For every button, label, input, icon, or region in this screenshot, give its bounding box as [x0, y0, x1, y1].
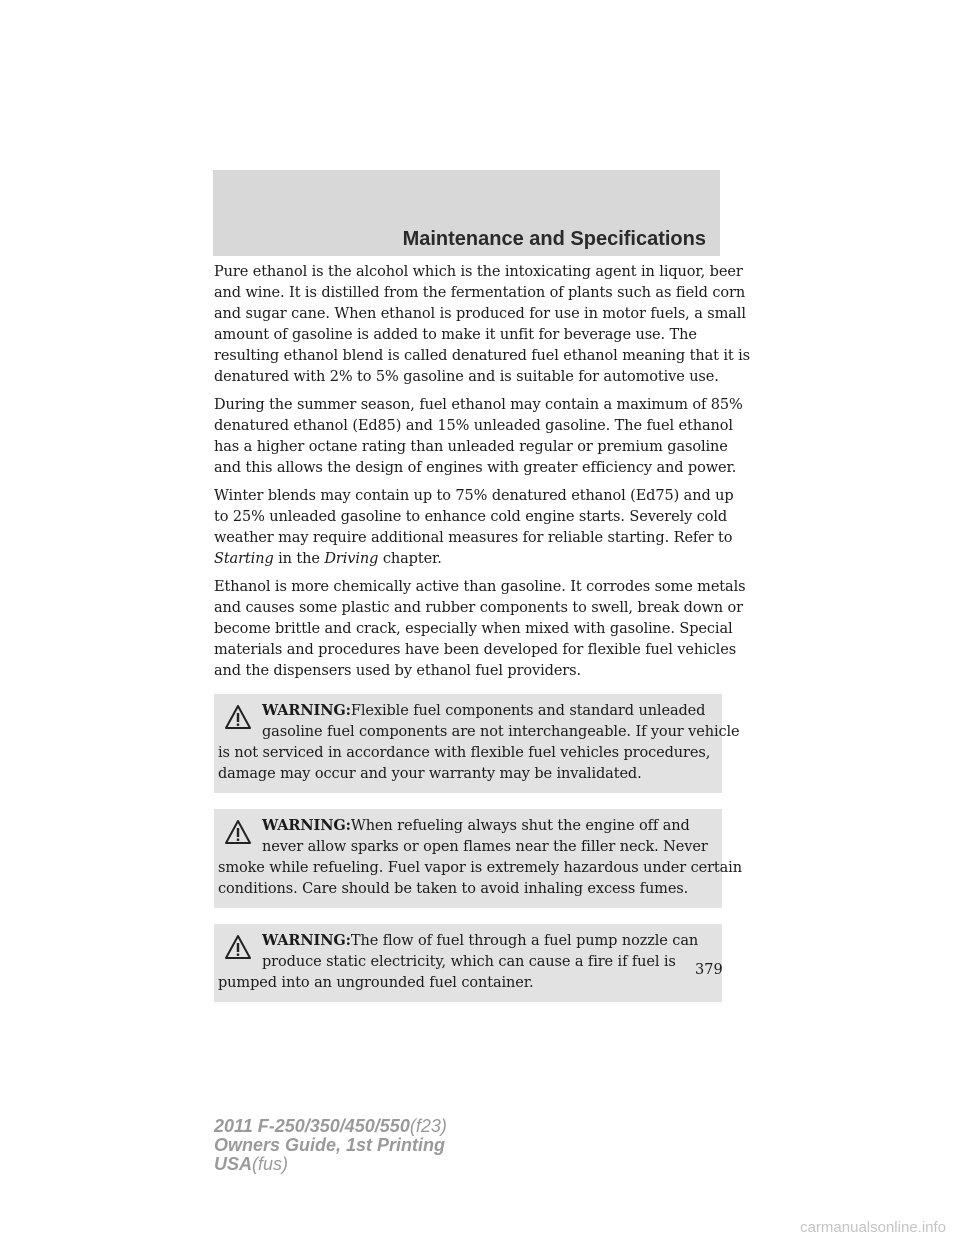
footer-region-line [214, 1155, 447, 1174]
text-line: and wine. It is distilled from the fermentation of plants such as field corn [214, 285, 746, 301]
text-line: materials and procedures have been developed for flexible fuel vehicles [214, 642, 737, 658]
text-line: to 25% unleaded gasoline to enhance cold engine starts. Severely cold [214, 509, 728, 525]
warning-text: produce static electricity, which can cause a fire if fuel is [262, 954, 676, 970]
warning-label: WARNING: [262, 702, 351, 719]
warning-text: damage may occur and your warranty may be invalidated. [218, 766, 642, 782]
section-title: Maintenance and Specifications [402, 228, 706, 250]
page-content [214, 262, 750, 1018]
footer-model-code: (f23) [409, 1116, 447, 1136]
paragraph-pure-ethanol [214, 262, 750, 388]
text-line: and this allows the design of engines with greater efficiency and power. [214, 460, 737, 476]
text-line: and the dispensers used by ethanol fuel providers. [214, 663, 581, 679]
warning-text: gasoline fuel components are not interchangeable. If your vehicle [262, 724, 740, 740]
footer-region-code: (fus) [252, 1154, 289, 1174]
text-line: denatured ethanol (Ed85) and 15% unleaded gasoline. The fuel ethanol [214, 418, 733, 434]
reference-connector: in the [273, 551, 325, 567]
warning-box-static-electricity [214, 924, 722, 1002]
text-line: denatured with 2% to 5% gasoline and is suitable for automotive use. [214, 369, 719, 385]
warning-first-line [218, 815, 716, 837]
warning-triangle-icon [224, 819, 252, 845]
document-footer [214, 1117, 447, 1174]
reference-driving[interactable]: Driving [324, 551, 379, 567]
text-line: weather may require additional measures for reliable starting. Refer to [214, 530, 733, 546]
text-line: become brittle and crack, especially when mixed with gasoline. Special [214, 621, 733, 637]
footer-region: USA [214, 1154, 253, 1174]
paragraph-winter-blends [214, 486, 734, 570]
text-line: amount of gasoline is added to make it unfit for beverage use. The [214, 327, 697, 343]
text-line: Pure ethanol is the alcohol which is the intoxicating agent in liquor, beer [214, 264, 743, 280]
section-header [213, 170, 720, 256]
warning-text: pumped into an ungrounded fuel container. [218, 975, 534, 991]
warning-label: WARNING: [262, 932, 351, 949]
text-line: Winter blends may contain up to 75% denatured ethanol (Ed75) and up [214, 488, 734, 504]
warning-triangle-icon [224, 704, 252, 730]
warning-box-refueling [214, 809, 742, 908]
page-number: 379 [695, 962, 723, 978]
text-line: resulting ethanol blend is called denatured fuel ethanol meaning that it is [214, 348, 750, 364]
warning-text: never allow sparks or open flames near the filler neck. Never [262, 839, 708, 855]
paragraph-summer-season [214, 395, 743, 479]
text-line: and sugar cane. When ethanol is produced for use in motor fuels, a small [214, 306, 746, 322]
paragraph-chemically-active [214, 577, 746, 682]
warning-first-line [218, 930, 716, 952]
text-line: Ethanol is more chemically active than gasoline. It corrodes some metals [214, 579, 746, 595]
text-line-reference [214, 549, 724, 570]
warning-text: The flow of fuel through a fuel pump nozzle can [350, 933, 699, 949]
reference-starting[interactable]: Starting [214, 551, 274, 567]
warning-text: Flexible fuel components and standard unleaded [350, 703, 706, 719]
text-line: and causes some plastic and rubber components to swell, break down or [214, 600, 743, 616]
footer-guide: Owners Guide, 1st Printing [214, 1135, 446, 1155]
warning-text: conditions. Care should be taken to avoid inhaling excess fumes. [218, 881, 689, 897]
footer-model-line [214, 1117, 447, 1136]
warning-first-line [218, 700, 716, 722]
warning-triangle-icon [224, 934, 252, 960]
warning-text: When refueling always shut the engine off and [350, 818, 690, 834]
reference-suffix: chapter. [378, 551, 442, 567]
warning-text: is not serviced in accordance with flexible fuel vehicles procedures, [218, 745, 711, 761]
warning-label: WARNING: [262, 817, 351, 834]
warning-box-fuel-components [214, 694, 740, 793]
warning-text: smoke while refueling. Fuel vapor is extremely hazardous under certain [218, 860, 742, 876]
text-line: During the summer season, fuel ethanol may contain a maximum of 85% [214, 397, 743, 413]
watermark: carmanualsonline.info [800, 1219, 946, 1236]
footer-model: 2011 F-250/350/450/550 [214, 1116, 410, 1136]
text-line: has a higher octane rating than unleaded regular or premium gasoline [214, 439, 728, 455]
